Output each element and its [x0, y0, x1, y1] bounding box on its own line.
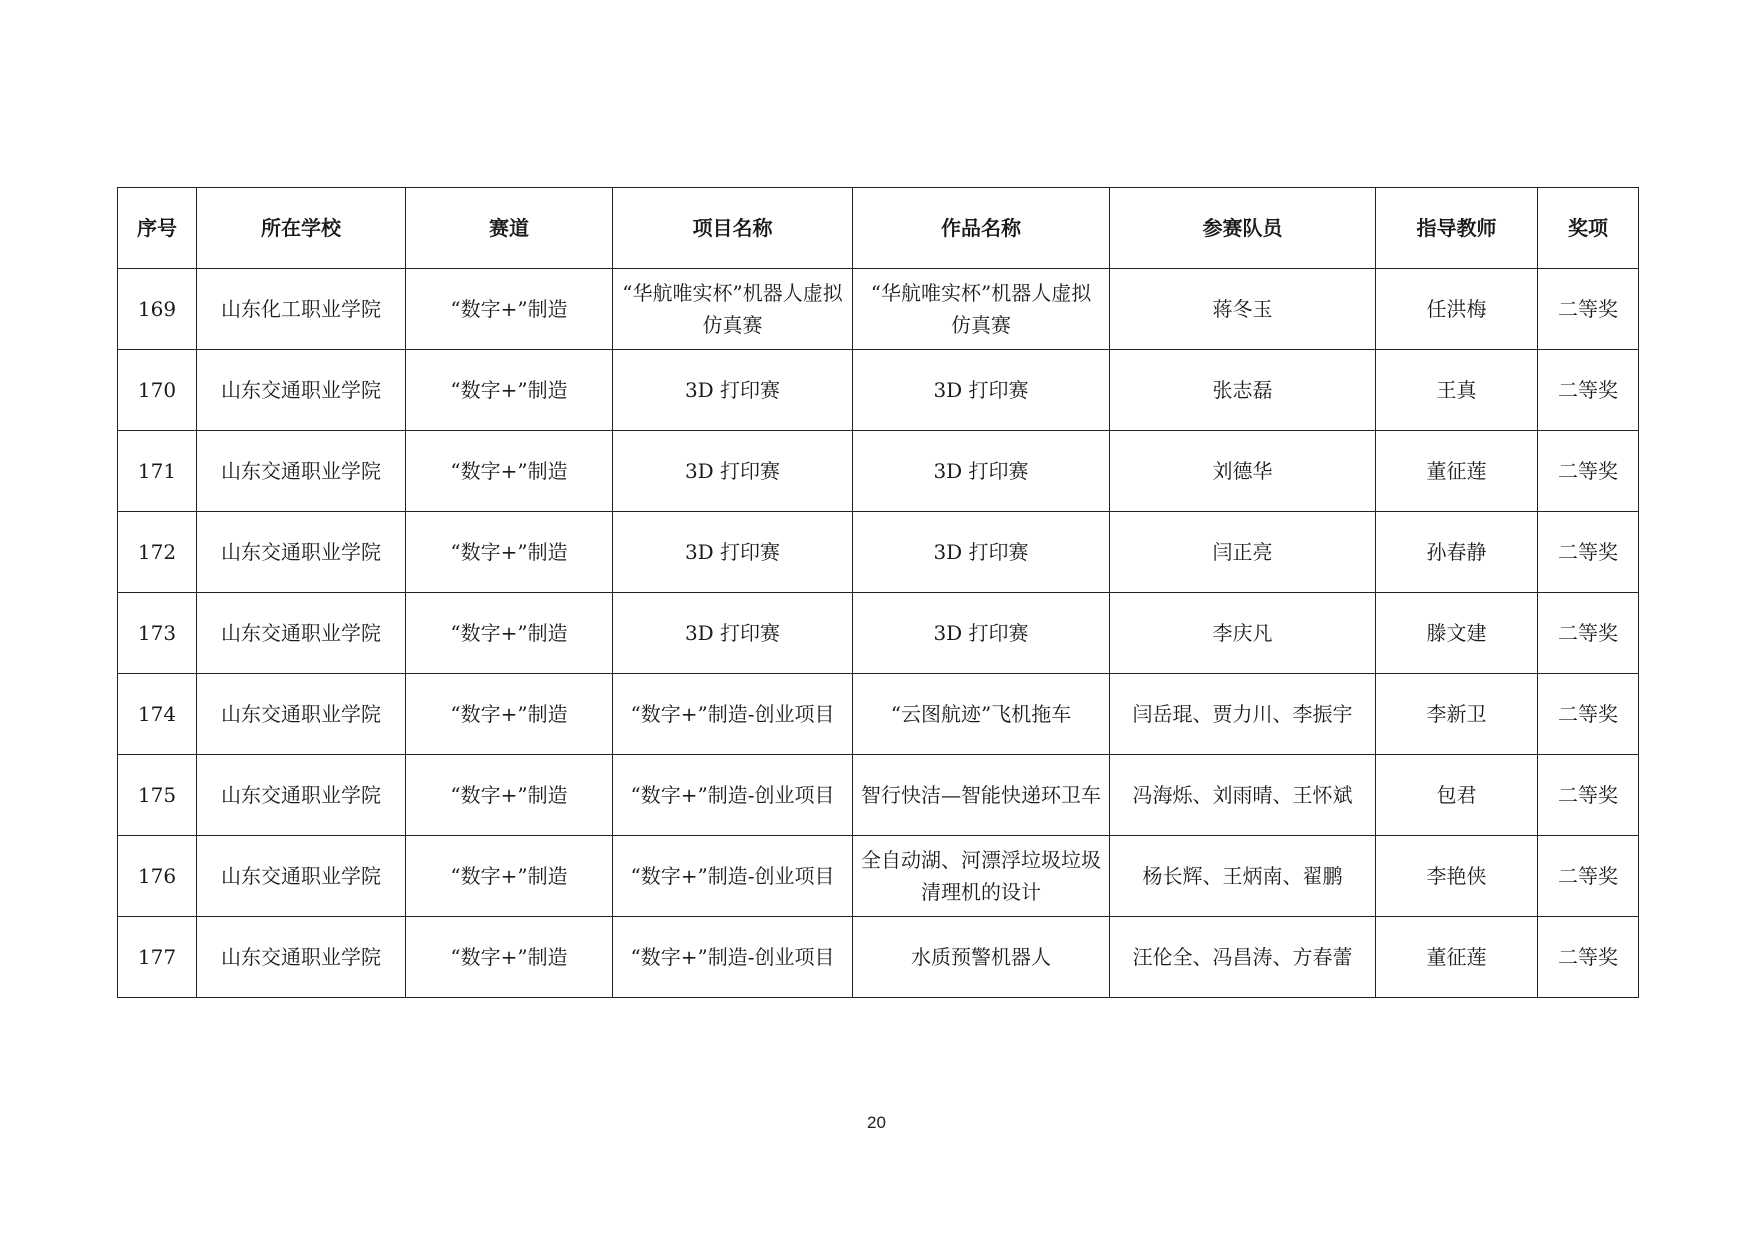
cell-advisor: 包君 — [1376, 755, 1538, 836]
header-award: 奖项 — [1538, 188, 1639, 269]
cell-team-members: 张志磊 — [1110, 350, 1376, 431]
cell-project-name: “华航唯实杯”机器人虚拟仿真赛 — [613, 269, 853, 350]
cell-team-members: 刘德华 — [1110, 431, 1376, 512]
page-number: 20 — [867, 1113, 886, 1132]
table-body — [118, 269, 1639, 998]
cell-award: 二等奖 — [1538, 512, 1639, 593]
cell-track: “数字+”制造 — [406, 512, 613, 593]
cell-team-members: 闫岳琨、贾力川、李振宇 — [1110, 674, 1376, 755]
header-index: 序号 — [118, 188, 197, 269]
cell-advisor: 任洪梅 — [1376, 269, 1538, 350]
cell-advisor: 李艳侠 — [1376, 836, 1538, 917]
table-row — [118, 350, 1639, 431]
header-advisor: 指导教师 — [1376, 188, 1538, 269]
cell-award: 二等奖 — [1538, 350, 1639, 431]
table-row — [118, 836, 1639, 917]
cell-team-members: 杨长辉、王炳南、翟鹏 — [1110, 836, 1376, 917]
cell-index: 169 — [118, 269, 197, 350]
cell-school: 山东交通职业学院 — [197, 836, 406, 917]
cell-index: 174 — [118, 674, 197, 755]
cell-project-name: 3D 打印赛 — [613, 512, 853, 593]
cell-team-members: 闫正亮 — [1110, 512, 1376, 593]
header-school: 所在学校 — [197, 188, 406, 269]
cell-index: 173 — [118, 593, 197, 674]
cell-school: 山东交通职业学院 — [197, 350, 406, 431]
cell-award: 二等奖 — [1538, 755, 1639, 836]
cell-track: “数字+”制造 — [406, 431, 613, 512]
cell-work-name: 3D 打印赛 — [853, 512, 1110, 593]
cell-track: “数字+”制造 — [406, 350, 613, 431]
cell-award: 二等奖 — [1538, 431, 1639, 512]
table-header-row — [118, 188, 1639, 269]
cell-index: 170 — [118, 350, 197, 431]
cell-team-members: 蒋冬玉 — [1110, 269, 1376, 350]
cell-project-name: 3D 打印赛 — [613, 350, 853, 431]
cell-work-name: 3D 打印赛 — [853, 431, 1110, 512]
cell-advisor: 滕文建 — [1376, 593, 1538, 674]
table-row — [118, 512, 1639, 593]
cell-track: “数字+”制造 — [406, 674, 613, 755]
cell-award: 二等奖 — [1538, 836, 1639, 917]
cell-school: 山东化工职业学院 — [197, 269, 406, 350]
cell-track: “数字+”制造 — [406, 917, 613, 998]
award-table — [117, 187, 1639, 998]
cell-project-name: “数字+”制造-创业项目 — [613, 836, 853, 917]
cell-work-name: 3D 打印赛 — [853, 350, 1110, 431]
cell-track: “数字+”制造 — [406, 755, 613, 836]
table-row — [118, 269, 1639, 350]
cell-index: 176 — [118, 836, 197, 917]
cell-advisor: 董征莲 — [1376, 917, 1538, 998]
cell-school: 山东交通职业学院 — [197, 755, 406, 836]
header-project-name: 项目名称 — [613, 188, 853, 269]
table-row — [118, 755, 1639, 836]
cell-project-name: “数字+”制造-创业项目 — [613, 755, 853, 836]
cell-team-members: 冯海烁、刘雨晴、王怀斌 — [1110, 755, 1376, 836]
cell-advisor: 孙春静 — [1376, 512, 1538, 593]
cell-advisor: 董征莲 — [1376, 431, 1538, 512]
cell-work-name: 智行快洁—智能快递环卫车 — [853, 755, 1110, 836]
cell-team-members: 李庆凡 — [1110, 593, 1376, 674]
cell-school: 山东交通职业学院 — [197, 674, 406, 755]
cell-work-name: 水质预警机器人 — [853, 917, 1110, 998]
cell-award: 二等奖 — [1538, 269, 1639, 350]
header-track: 赛道 — [406, 188, 613, 269]
cell-school: 山东交通职业学院 — [197, 431, 406, 512]
cell-school: 山东交通职业学院 — [197, 917, 406, 998]
cell-work-name: 全自动湖、河漂浮垃圾垃圾清理机的设计 — [853, 836, 1110, 917]
cell-track: “数字+”制造 — [406, 269, 613, 350]
cell-track: “数字+”制造 — [406, 836, 613, 917]
table-row — [118, 674, 1639, 755]
cell-track: “数字+”制造 — [406, 593, 613, 674]
cell-index: 171 — [118, 431, 197, 512]
cell-project-name: 3D 打印赛 — [613, 593, 853, 674]
table-row — [118, 593, 1639, 674]
cell-index: 175 — [118, 755, 197, 836]
cell-advisor: 王真 — [1376, 350, 1538, 431]
cell-school: 山东交通职业学院 — [197, 512, 406, 593]
cell-index: 177 — [118, 917, 197, 998]
header-team-members: 参赛队员 — [1110, 188, 1376, 269]
cell-project-name: “数字+”制造-创业项目 — [613, 674, 853, 755]
cell-school: 山东交通职业学院 — [197, 593, 406, 674]
cell-work-name: 3D 打印赛 — [853, 593, 1110, 674]
cell-index: 172 — [118, 512, 197, 593]
cell-project-name: “数字+”制造-创业项目 — [613, 917, 853, 998]
cell-project-name: 3D 打印赛 — [613, 431, 853, 512]
table-row — [118, 917, 1639, 998]
table-row — [118, 431, 1639, 512]
cell-work-name: “华航唯实杯”机器人虚拟仿真赛 — [853, 269, 1110, 350]
cell-award: 二等奖 — [1538, 674, 1639, 755]
cell-work-name: “云图航迹”飞机拖车 — [853, 674, 1110, 755]
cell-advisor: 李新卫 — [1376, 674, 1538, 755]
cell-award: 二等奖 — [1538, 593, 1639, 674]
cell-team-members: 汪伦全、冯昌涛、方春蕾 — [1110, 917, 1376, 998]
cell-award: 二等奖 — [1538, 917, 1639, 998]
header-work-name: 作品名称 — [853, 188, 1110, 269]
